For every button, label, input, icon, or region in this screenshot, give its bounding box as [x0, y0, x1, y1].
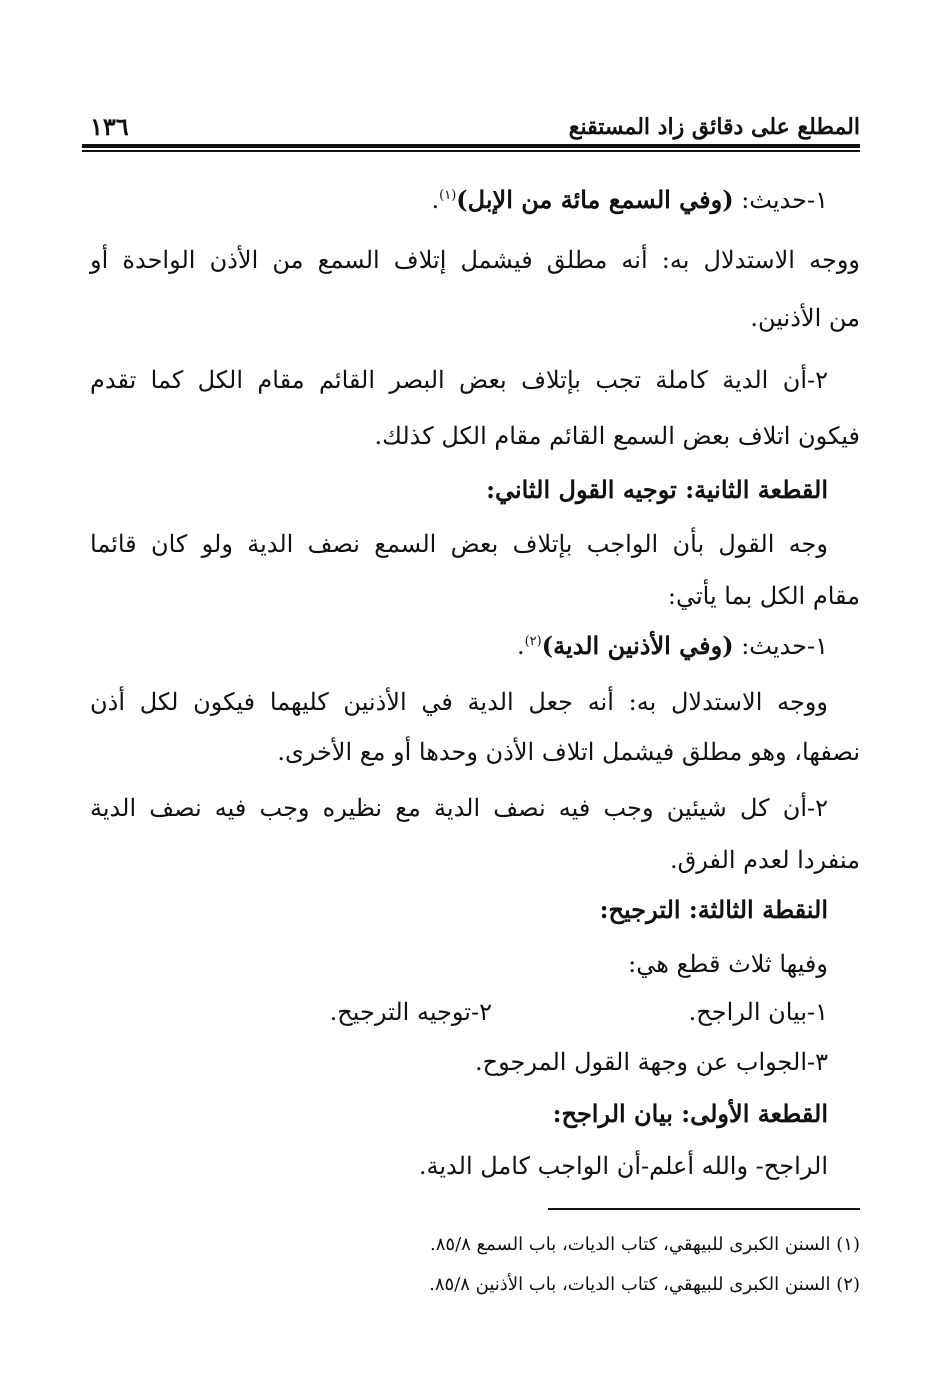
header-rule-thin — [82, 150, 860, 152]
list-item: ١-بيان الراجح. — [688, 998, 828, 1026]
list-item: ٢-توجيه الترجيح. — [329, 998, 492, 1026]
paragraph-line: ٢-أن الدية كاملة تجب بإتلاف بعض البصر القائم مقام الكل كما تقدم — [90, 366, 828, 394]
paragraph-line: ١-حديث: (وفي الأذنين الدية)$^{(٢)}$. — [516, 631, 828, 660]
paragraph-line: مقام الكل بما يأتي: — [667, 582, 860, 610]
paragraph-line: منفردا لعدم الفرق. — [669, 846, 860, 874]
hadith-quote: (وفي الأذنين الدية) — [541, 631, 734, 660]
section-heading: القطعة الثانية: توجيه القول الثاني: — [486, 475, 828, 504]
list-item: ٣-الجواب عن وجهة القول المرجوح. — [474, 1048, 828, 1076]
header-rule-thick — [82, 144, 860, 148]
page-header — [82, 110, 860, 146]
paragraph-line: ١-حديث: (وفي السمع مائة من الإبل)$^{(١)}$. — [431, 185, 828, 214]
paragraph-line: الراجح- والله أعلم-أن الواجب كامل الدية. — [418, 1152, 828, 1180]
footnote: (١) السنن الكبرى للبيهقي، كتاب الديات، باب السمع ٨٥/٨. — [430, 1234, 860, 1255]
footnote-separator — [548, 1208, 860, 1210]
paragraph-line: ووجه الاستدلال به: أنه جعل الدية في الأذنين كليهما فيكون لكل أذن — [90, 688, 828, 716]
running-title: المطلع على دقائق زاد المستقنع — [568, 114, 860, 140]
paragraph-line: فيكون اتلاف بعض السمع القائم مقام الكل كذلك. — [374, 422, 860, 450]
paragraph-line: وفيها ثلاث قطع هي: — [628, 950, 828, 978]
page-number: ١٣٦ — [90, 112, 129, 141]
hadith-quote: (وفي السمع مائة من الإبل) — [456, 185, 734, 214]
section-heading: القطعة الأولى: بيان الراجح: — [552, 1099, 828, 1128]
paragraph-line: نصفها، وهو مطلق فيشمل اتلاف الأذن وحدها أو مع الأخرى. — [277, 738, 860, 766]
paragraph-line: ٢-أن كل شيئين وجب فيه نصف الدية مع نظيره وجب فيه نصف الدية — [90, 794, 828, 822]
footnote-ref: (١) — [439, 188, 457, 203]
footnote: (٢) السنن الكبرى للبيهقي، كتاب الديات، باب الأذنين ٨٥/٨. — [429, 1274, 860, 1295]
paragraph-line: من الأذنين. — [750, 304, 860, 332]
section-heading: النقطة الثالثة: الترجيح: — [599, 895, 828, 924]
paragraph-line: ووجه الاستدلال به: أنه مطلق فيشمل إتلاف السمع من الأذن الواحدة أو — [90, 246, 860, 274]
footnote-ref: (٢) — [524, 634, 542, 649]
paragraph-line: وجه القول بأن الواجب بإتلاف بعض السمع نصف الدية ولو كان قائما — [90, 530, 828, 558]
